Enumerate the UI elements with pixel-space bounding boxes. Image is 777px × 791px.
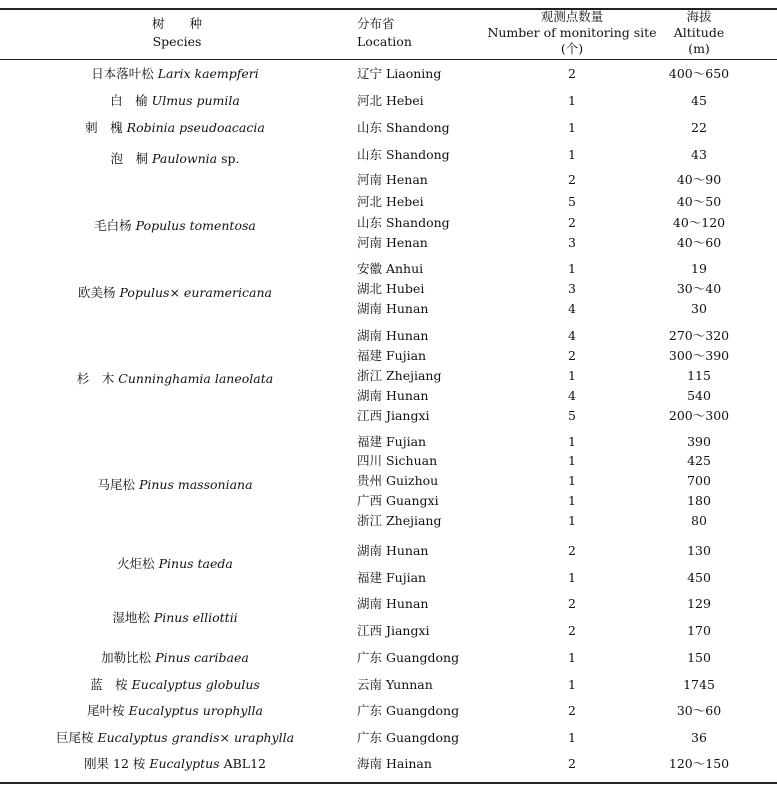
altitude-cell: 1745 [683, 677, 715, 692]
location-cell: 广西 Guangxi [357, 493, 439, 508]
site-count-cell: 4 [568, 388, 576, 403]
species-cell [94, 219, 256, 233]
species-chinese-name: 欧美杨 [78, 285, 116, 300]
altitude-cell: 40～90 [676, 172, 722, 187]
species-cell [84, 757, 266, 771]
location-cell: 云南 Yunnan [357, 677, 433, 692]
altitude-cell: 30～60 [676, 703, 722, 718]
header-altitude-unit: (m) [688, 41, 710, 56]
location-cell: 山东 Shandong [357, 215, 450, 230]
species-cell [78, 286, 272, 300]
location-cell: 山东 Shandong [357, 147, 450, 162]
site-count-cell: 2 [568, 756, 576, 771]
species-cell [111, 152, 240, 166]
site-count-cell: 2 [568, 703, 576, 718]
altitude-cell: 700 [687, 473, 711, 488]
site-count-cell: 1 [568, 120, 576, 135]
location-cell: 湖南 Hunan [357, 388, 429, 403]
species-chinese-name: 白 榆 [110, 93, 148, 108]
site-count-cell: 1 [568, 473, 576, 488]
altitude-cell: 40～50 [676, 194, 722, 209]
site-count-cell: 1 [568, 93, 576, 108]
altitude-cell: 40～120 [672, 215, 726, 230]
species-latin-name: Eucalyptus grandis× uraphylla [97, 730, 295, 745]
site-count-cell: 2 [568, 543, 576, 558]
species-latin-name: Populus× euramericana [119, 285, 272, 300]
altitude-cell: 270～320 [668, 328, 730, 343]
location-cell: 福建 Fujian [357, 570, 427, 585]
header-altitude-en: Altitude [673, 25, 725, 40]
altitude-cell: 170 [687, 623, 711, 638]
site-count-cell: 2 [568, 623, 576, 638]
header-count-cn: 观测点数量 [540, 9, 604, 24]
species-chinese-name: 刺 槐 [85, 120, 123, 135]
site-count-cell: 1 [568, 453, 576, 468]
header-rule [0, 59, 777, 60]
location-cell: 湖南 Hunan [357, 328, 429, 343]
species-cell [87, 704, 263, 718]
species-chinese-name: 蓝 桉 [90, 677, 128, 692]
species-cell [56, 731, 294, 745]
species-latin-name: Eucalyptus urophylla [128, 703, 263, 718]
altitude-cell: 130 [687, 543, 711, 558]
species-chinese-name: 泡 桐 [110, 151, 149, 166]
location-cell: 四川 Sichuan [357, 453, 438, 468]
species-chinese-name: 日本落叶松 [91, 66, 154, 81]
location-cell: 湖南 Hunan [357, 596, 429, 611]
species-latin-name: Pinus elliottii [153, 610, 238, 625]
location-cell: 河南 Henan [357, 235, 428, 250]
location-cell: 广东 Guangdong [357, 703, 460, 718]
altitude-cell: 425 [687, 453, 711, 468]
species-latin-name: Pinus taeda [158, 556, 233, 571]
location-cell: 湖南 Hunan [357, 301, 429, 316]
header-species-cn: 树 种 [151, 16, 203, 31]
location-cell: 浙江 Zhejiang [357, 368, 442, 383]
altitude-cell: 40～60 [676, 235, 722, 250]
species-chinese-name: 刚果 12 桉 [84, 756, 146, 771]
header-location-cn: 分布省 [357, 16, 395, 31]
altitude-cell: 390 [687, 434, 711, 449]
site-count-cell: 1 [568, 368, 576, 383]
location-cell: 贵州 Guizhou [357, 473, 439, 488]
altitude-cell: 400～650 [668, 66, 730, 81]
header-altitude-cn: 海拔 [686, 9, 712, 24]
location-cell: 河北 Hebei [357, 93, 424, 108]
altitude-cell: 180 [687, 493, 711, 508]
species-cell [85, 121, 265, 135]
altitude-cell: 540 [687, 388, 711, 403]
species-cell [91, 67, 259, 81]
species-chinese-name: 毛白杨 [94, 218, 132, 233]
altitude-cell: 30～40 [676, 281, 722, 296]
header-count-unit: (个) [560, 41, 584, 56]
site-count-cell: 1 [568, 570, 576, 585]
species-suffix: sp. [221, 151, 240, 166]
species-latin-name: Eucalyptus [149, 756, 220, 771]
species-latin-name: Paulownia [152, 151, 218, 166]
species-cell [117, 557, 233, 571]
altitude-cell: 300～390 [668, 348, 730, 363]
site-count-cell: 1 [568, 677, 576, 692]
species-chinese-name: 尾叶桉 [87, 703, 125, 718]
altitude-cell: 19 [691, 261, 707, 276]
species-chinese-name: 巨尾桉 [55, 730, 94, 745]
site-count-cell: 4 [568, 328, 576, 343]
site-count-cell: 2 [568, 215, 576, 230]
site-count-cell: 5 [568, 194, 576, 209]
altitude-cell: 450 [687, 570, 711, 585]
species-cell [112, 611, 237, 625]
site-count-cell: 5 [568, 408, 576, 423]
site-count-cell: 3 [568, 235, 576, 250]
site-count-cell: 2 [568, 66, 576, 81]
altitude-cell: 22 [691, 120, 707, 135]
site-count-cell: 1 [568, 261, 576, 276]
site-count-cell: 1 [568, 493, 576, 508]
altitude-cell: 45 [691, 93, 707, 108]
site-count-cell: 1 [568, 650, 576, 665]
location-cell: 河南 Henan [357, 172, 428, 187]
species-cell [77, 372, 273, 386]
species-chinese-name: 杉 木 [76, 371, 115, 386]
altitude-cell: 43 [691, 147, 707, 162]
site-count-cell: 1 [568, 513, 576, 528]
altitude-cell: 30 [691, 301, 707, 316]
location-cell: 山东 Shandong [357, 120, 450, 135]
header-location-en: Location [357, 34, 412, 49]
location-cell: 湖南 Hunan [357, 543, 429, 558]
species-latin-name: Eucalyptus globulus [131, 677, 260, 692]
species-latin-name: Pinus caribaea [155, 650, 249, 665]
top-rule [0, 8, 777, 10]
species-latin-name: Larix kaempferi [157, 66, 259, 81]
site-count-cell: 1 [568, 147, 576, 162]
site-count-cell: 2 [568, 596, 576, 611]
species-chinese-name: 火炬松 [117, 556, 155, 571]
species-cell [90, 678, 260, 692]
site-count-cell: 1 [568, 730, 576, 745]
site-count-cell: 4 [568, 301, 576, 316]
site-count-cell: 1 [568, 434, 576, 449]
location-cell: 江西 Jiangxi [357, 623, 430, 638]
species-cell [110, 94, 240, 108]
location-cell: 江西 Jiangxi [357, 408, 430, 423]
location-cell: 安徽 Anhui [357, 261, 424, 276]
location-cell: 广东 Guangdong [357, 730, 460, 745]
species-chinese-name: 加勒比松 [101, 650, 152, 665]
location-cell: 湖北 Hubei [357, 281, 425, 296]
location-cell: 广东 Guangdong [357, 650, 460, 665]
altitude-cell: 129 [687, 596, 711, 611]
species-latin-name: Ulmus pumila [151, 93, 240, 108]
species-chinese-name: 马尾松 [97, 477, 135, 492]
location-cell: 浙江 Zhejiang [357, 513, 442, 528]
site-count-cell: 2 [568, 172, 576, 187]
altitude-cell: 150 [687, 650, 711, 665]
species-latin-name: Populus tomentosa [135, 218, 256, 233]
location-cell: 福建 Fujian [357, 348, 427, 363]
species-cell [101, 651, 249, 665]
altitude-cell: 200～300 [668, 408, 730, 423]
location-cell: 福建 Fujian [357, 434, 427, 449]
species-cell [97, 478, 252, 492]
site-count-cell: 3 [568, 281, 576, 296]
altitude-cell: 36 [691, 730, 707, 745]
species-latin-name: Robinia pseudoacacia [126, 120, 265, 135]
header-count-en: Number of monitoring site [487, 25, 657, 40]
altitude-cell: 120～150 [668, 756, 730, 771]
species-chinese-name: 湿地松 [112, 610, 150, 625]
header-species-en: Species [152, 34, 202, 49]
location-cell: 海南 Hainan [357, 756, 432, 771]
altitude-cell: 80 [691, 513, 707, 528]
site-count-cell: 2 [568, 348, 576, 363]
bottom-rule [0, 782, 777, 784]
altitude-cell: 115 [687, 368, 711, 383]
species-suffix: ABL12 [223, 756, 266, 771]
location-cell: 河北 Hebei [357, 194, 424, 209]
species-latin-name: Cunninghamia laneolata [118, 371, 274, 386]
species-latin-name: Pinus massoniana [138, 477, 253, 492]
location-cell: 辽宁 Liaoning [357, 66, 442, 81]
